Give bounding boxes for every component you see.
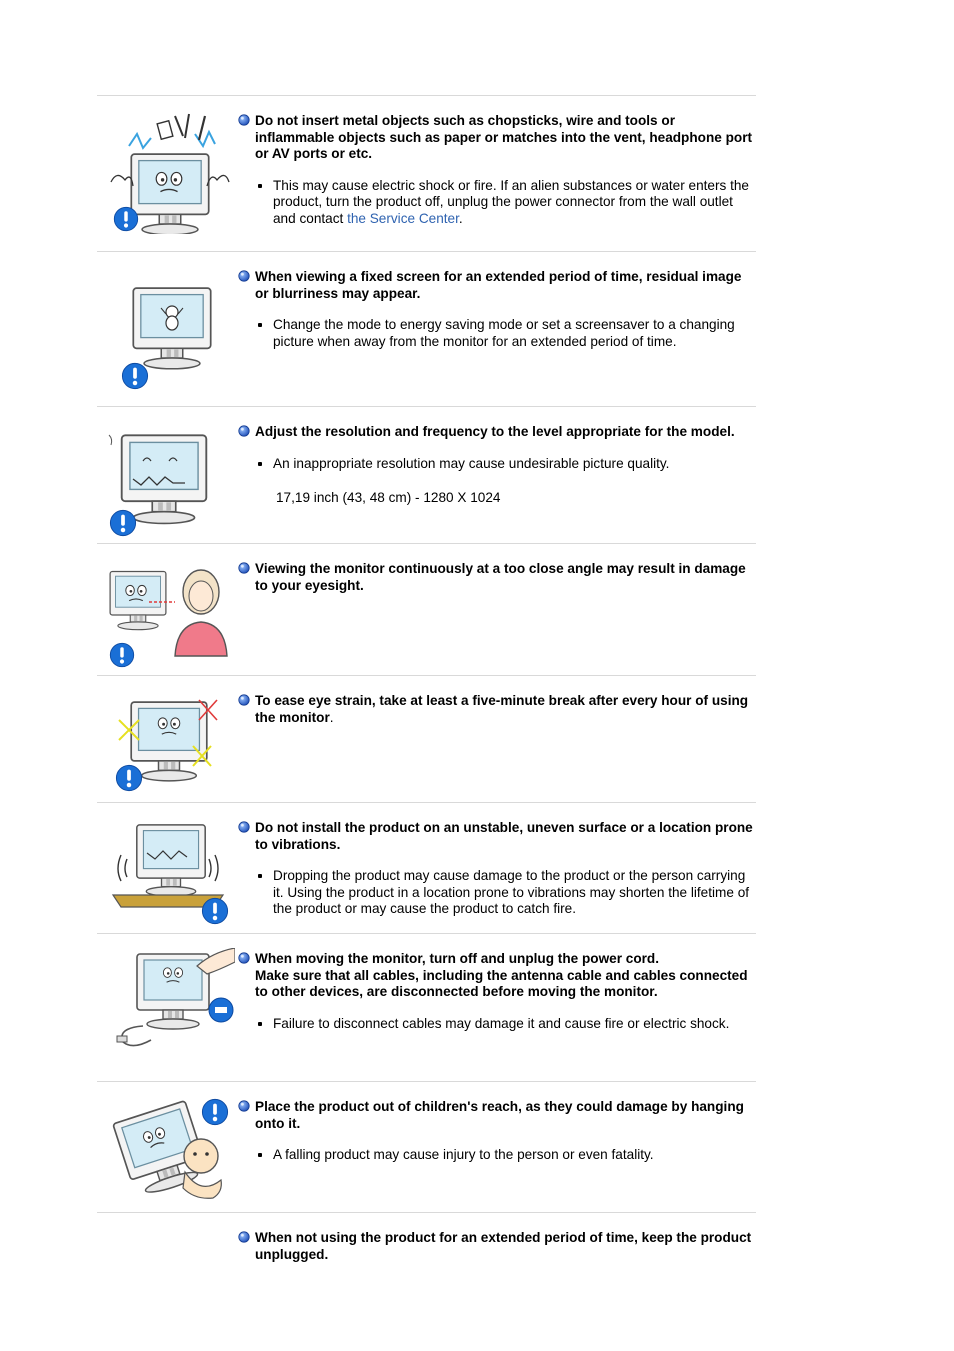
- blue-bullet-icon: [238, 821, 250, 833]
- monitor-close-viewing-illustration: [103, 558, 235, 682]
- service-center-link[interactable]: the Service Center: [347, 210, 459, 226]
- monitor-unplug-cables-illustration: [103, 948, 235, 1072]
- section-heading: Do not install the product on an unstable, uneven surface or a location prone to vibrations.: [237, 820, 754, 853]
- bullet-list: [237, 1016, 754, 1033]
- section-children: [97, 1081, 756, 1212]
- section-heading: Viewing the monitor continuously at a too close angle may result in damage to your eyesight.: [237, 561, 754, 594]
- blue-bullet-icon: [238, 562, 250, 574]
- bullet-list: [237, 178, 754, 228]
- bullet-list: [237, 456, 754, 473]
- section-close-viewing: [97, 543, 756, 675]
- bullet-list: [237, 317, 754, 350]
- blue-bullet-icon: [238, 952, 250, 964]
- section-metal-objects: [97, 95, 756, 251]
- section-unstable-surface: [97, 802, 756, 933]
- section-heading: When not using the product for an extended period of time, keep the product unplugged.: [237, 1230, 754, 1263]
- bullet-list: [237, 868, 754, 918]
- section-heading: When moving the monitor, turn off and unplug the power cord. Make sure that all cables, including the antenna cable and cables connected to other devices, are disconnected before moving the monitor.: [237, 951, 754, 1001]
- section-unplugged: [97, 1212, 756, 1293]
- section-fixed-screen: [97, 251, 756, 406]
- list-item: A falling product may cause injury to the person or even fatality.: [273, 1147, 754, 1164]
- monitor-fixed-screen-illustration: [103, 266, 235, 390]
- bullet-list: [237, 1147, 754, 1164]
- blue-bullet-icon: [238, 270, 250, 282]
- blue-bullet-icon: [238, 1100, 250, 1112]
- monitor-children-illustration: [103, 1096, 235, 1220]
- section-heading: Do not insert metal objects such as chopsticks, wire and tools or inflammable objects such as paper or matches into the vent, headphone port or AV ports or etc.: [237, 113, 754, 163]
- document-page: [97, 95, 756, 1293]
- list-item: Change the mode to energy saving mode or set a screensaver to a changing picture when away from the monitor for an extended period of time.: [273, 317, 754, 350]
- blue-bullet-icon: [238, 1231, 250, 1243]
- blue-bullet-icon: [238, 114, 250, 126]
- section-heading: Place the product out of children's reach, as they could damage by hanging onto it.: [237, 1099, 754, 1132]
- section-unplug-cables: [97, 933, 756, 1081]
- section-heading: Adjust the resolution and frequency to the level appropriate for the model.: [237, 424, 754, 441]
- section-eye-strain: [97, 675, 756, 802]
- monitor-metal-objects-illustration: [103, 110, 235, 234]
- section-heading: When viewing a fixed screen for an extended period of time, residual image or blurriness may appear.: [237, 269, 754, 302]
- blue-bullet-icon: [238, 694, 250, 706]
- list-item: An inappropriate resolution may cause undesirable picture quality.: [273, 456, 754, 473]
- resolution-spec: 17,19 inch (43, 48 cm) - 1280 X 1024: [276, 490, 501, 506]
- section-heading: To ease eye strain, take at least a five-minute break after every hour of using the monitor.: [237, 693, 754, 726]
- monitor-resolution-illustration: [103, 421, 235, 545]
- monitor-unstable-surface-illustration: [103, 817, 235, 941]
- section-resolution: [97, 406, 756, 543]
- list-item: Failure to disconnect cables may damage it and cause fire or electric shock.: [273, 1016, 754, 1033]
- list-item: Dropping the product may cause damage to the product or the person carrying it. Using the product in a location prone to vibrations may shorten the lifetime of the product or may cause the product to catch fire.: [273, 868, 754, 918]
- list-item: This may cause electric shock or fire. If an alien substances or water enters the product, turn the product off, unplug the power connector from the wall outlet and contact the Service Center.: [273, 178, 754, 228]
- monitor-eye-strain-illustration: [103, 690, 235, 814]
- blue-bullet-icon: [238, 425, 250, 437]
